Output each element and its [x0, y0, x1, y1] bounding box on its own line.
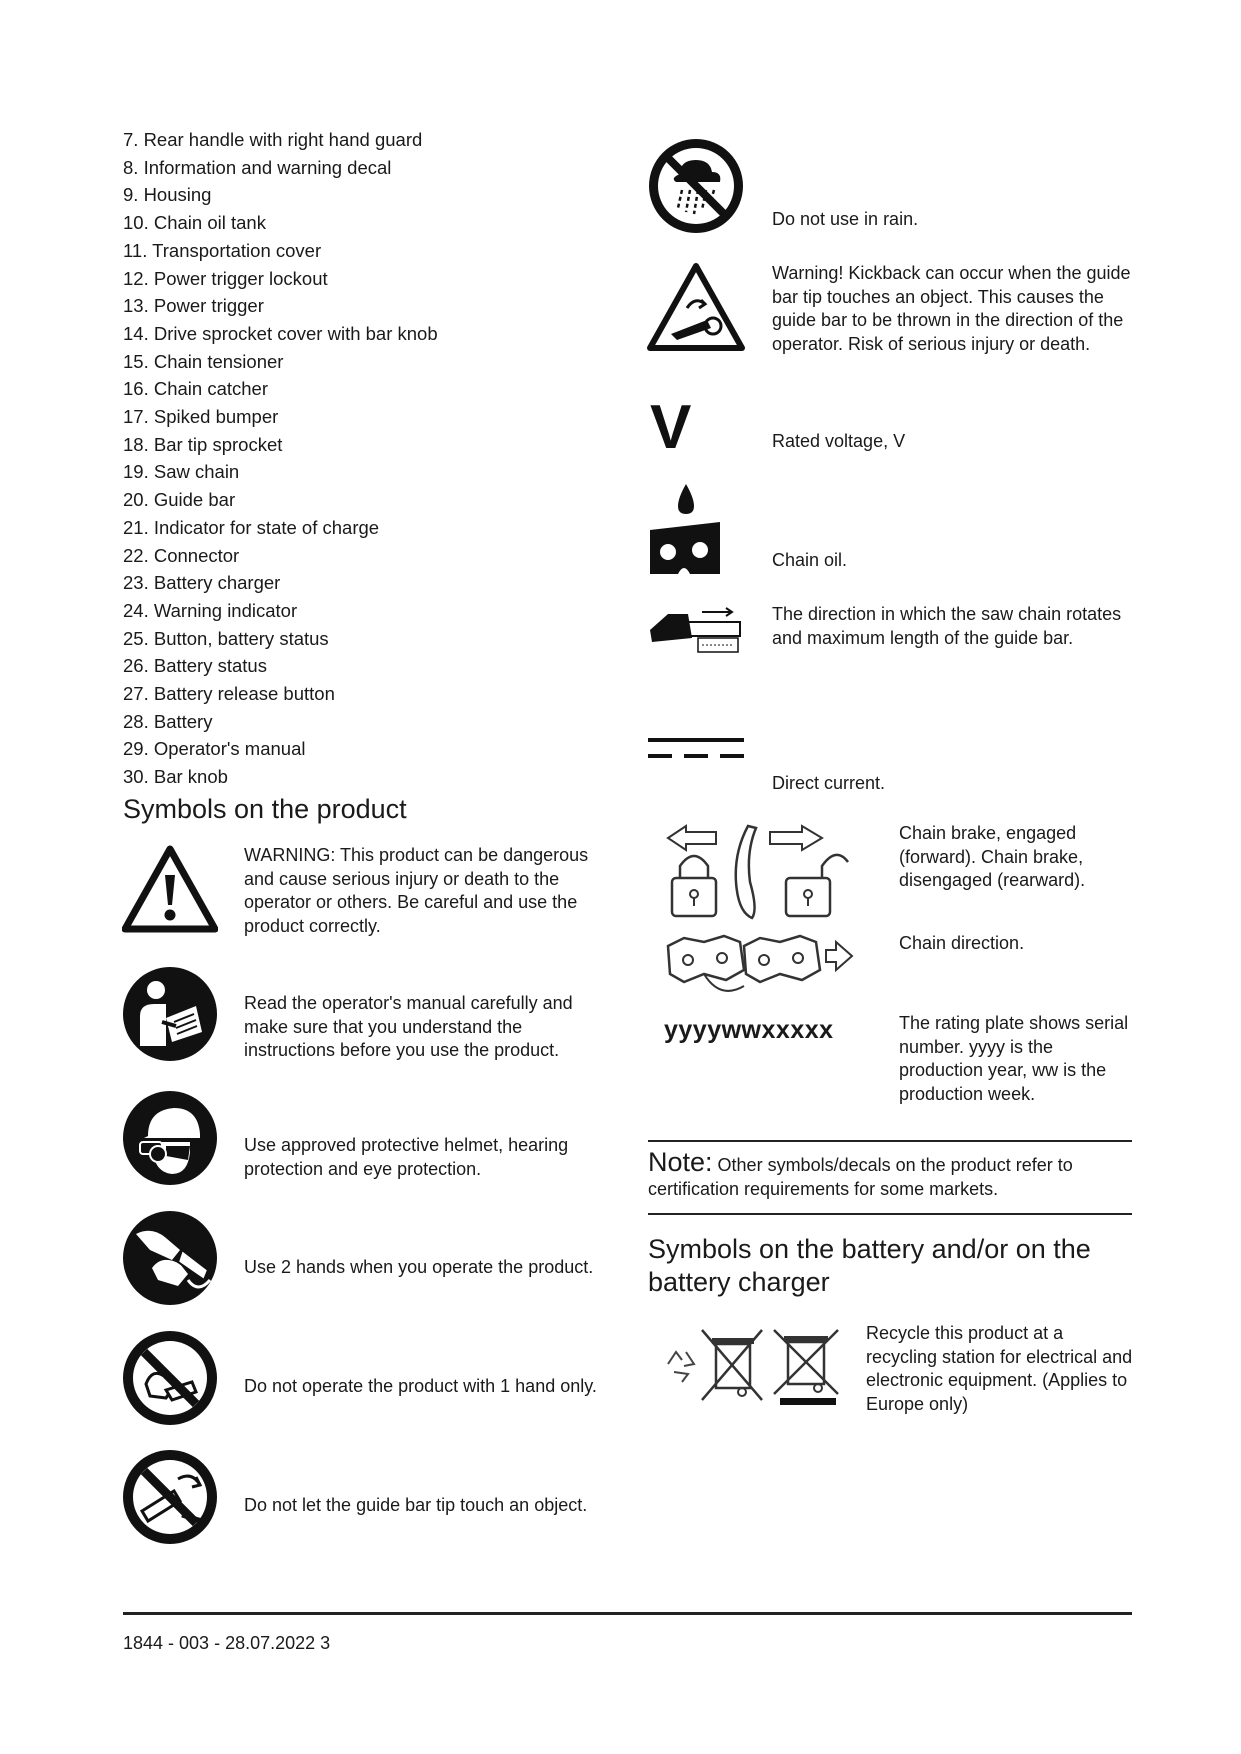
no-tip-touch-icon: [122, 1449, 218, 1545]
list-item: 30. Bar knob: [123, 766, 228, 788]
list-item: 22. Connector: [123, 544, 240, 566]
divider: [648, 1213, 1132, 1215]
list-item: 13. Power trigger: [123, 295, 264, 317]
chain-brake-icon: [664, 822, 854, 924]
footer-divider: [123, 1612, 1132, 1615]
read-manual-icon: [122, 966, 218, 1062]
list-item: 7. Rear handle with right hand guard: [123, 129, 423, 150]
list-item: 18. Bar tip sprocket: [123, 433, 283, 455]
list-item: 9. Housing: [123, 184, 212, 206]
list-item: 8. Information and warning decal: [123, 156, 392, 178]
chain-oil-icon: [648, 482, 722, 578]
list-item: 15. Chain tensioner: [123, 350, 284, 372]
list-item: 11. Transportation cover: [123, 239, 322, 261]
symbol-description: Use approved protective helmet, hearing protection and eye protection.: [244, 1135, 569, 1179]
list-item: 24. Warning indicator: [123, 599, 298, 621]
symbol-description: The direction in which the saw chain rotates and maximum length of the guide bar.: [772, 604, 1122, 648]
list-item: 28. Battery: [123, 710, 213, 732]
protective-gear-icon: [122, 1090, 218, 1186]
two-hands-icon: [122, 1210, 218, 1306]
list-item: 17. Spiked bumper: [123, 406, 279, 428]
list-item: 26. Battery status: [123, 655, 267, 677]
symbol-description: Chain brake, engaged (forward). Chain brake, disengaged (rearward).: [899, 823, 1086, 890]
list-item: 10. Chain oil tank: [123, 212, 266, 234]
symbol-description: Direct current.: [772, 773, 886, 793]
chain-direction-icon: [664, 930, 854, 1002]
list-item: 14. Drive sprocket cover with bar knob: [123, 322, 438, 344]
symbol-description: Do not operate the product with 1 hand only.: [244, 1376, 597, 1396]
symbol-description: Chain direction.: [899, 933, 1025, 953]
section-heading-product-symbols: Symbols on the product: [123, 794, 407, 824]
section-heading-battery-symbols: Symbols on the battery and/or on the battery charger: [648, 1234, 1091, 1297]
no-rain-icon: [648, 138, 744, 234]
symbol-description: Chain oil.: [772, 550, 848, 570]
symbol-description: The rating plate shows serial number. yyyy is the production year, ww is the production week.: [899, 1013, 1129, 1104]
direct-current-icon: [648, 736, 746, 760]
list-item: 20. Guide bar: [123, 489, 236, 511]
divider: [648, 1140, 1132, 1142]
symbol-description: Recycle this product at a recycling station for electrical and electronic equipment. (Applies to Europe only): [866, 1323, 1133, 1414]
recycle-weee-icon: [662, 1324, 852, 1406]
list-item: 12. Power trigger lockout: [123, 267, 328, 289]
warning-triangle-icon: [122, 845, 218, 933]
symbol-description: Use 2 hands when you operate the product.: [244, 1257, 594, 1277]
kickback-warning-icon: [647, 262, 745, 352]
note-text: Other symbols/decals on the product refer to certification requirements for some markets.: [648, 1155, 1073, 1199]
no-one-hand-icon: [122, 1330, 218, 1426]
symbol-description: Warning! Kickback can occur when the guide bar tip touches an object. This causes the guide bar to be thrown in the direction of the operator. Risk of serious injury or death.: [772, 263, 1131, 354]
symbol-description: WARNING: This product can be dangerous and cause serious injury or death to the operator or others. Be careful and use the product correctly.: [244, 845, 589, 936]
symbol-description: Do not use in rain.: [772, 209, 919, 229]
list-item: 25. Button, battery status: [123, 627, 329, 649]
note-label: Note:: [648, 1147, 713, 1177]
symbol-description: Read the operator's manual carefully and make sure that you understand the instructions before you use the product.: [244, 993, 573, 1060]
symbol-description: Do not let the guide bar tip touch an object.: [244, 1495, 588, 1515]
chain-direction-bar-icon: [646, 600, 746, 660]
list-item: 19. Saw chain: [123, 461, 240, 483]
list-item: 27. Battery release button: [123, 683, 335, 705]
symbol-description: Rated voltage, V: [772, 431, 906, 451]
voltage-icon: V: [650, 393, 692, 462]
list-item: 23. Battery charger: [123, 572, 281, 594]
list-item: 16. Chain catcher: [123, 378, 269, 400]
list-item: 21. Indicator for state of charge: [123, 516, 380, 538]
parts-list: [123, 126, 603, 791]
serial-format-label: yyyywwxxxxx: [664, 1016, 834, 1044]
footer-text: 1844 - 003 - 28.07.2022 3: [123, 1633, 331, 1653]
note-block: [648, 1147, 1132, 1201]
list-item: 29. Operator's manual: [123, 738, 306, 760]
